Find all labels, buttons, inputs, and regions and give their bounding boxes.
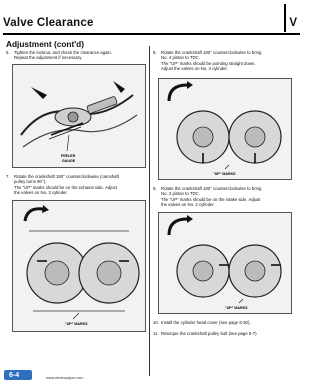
step-number: 10. (153, 320, 159, 325)
step-text (14, 50, 112, 61)
section-title: Adjustment (cont'd) (6, 39, 85, 49)
step-number: 6. (6, 50, 10, 55)
rocker-arm-illustration (13, 65, 145, 167)
step-line: Tighten the locknut, and check the clearance again. (14, 50, 113, 55)
step-line: No. 2 piston to TDC. (161, 191, 200, 197)
step-text (161, 320, 251, 325)
cam-pulleys-illustration (13, 201, 145, 331)
cam-pulleys-illustration (159, 213, 291, 313)
step-line: Install the cylinder head cover (see page 6-30). (161, 320, 251, 325)
up-marks-label: "UP" MARKS (213, 172, 236, 176)
next-section-letter: V (289, 17, 297, 29)
feeler-label-line1: FEELER (61, 154, 76, 158)
step-number: 7. (6, 174, 10, 179)
step-line: Retorque the crankshaft pulley bolt (see page 6-7). (161, 331, 258, 336)
page-header (0, 0, 300, 40)
step-line: the valves on No. 3 cylinder. (14, 190, 68, 196)
corner-tick-mark (284, 4, 286, 32)
site-watermark: www.emanualpro.com (46, 376, 84, 380)
step-text (14, 174, 119, 196)
up-marks-label: "UP" MARKS (225, 306, 248, 310)
step-line: pulley turns 90°). (14, 179, 47, 185)
cam-pulley-figure-step9 (158, 212, 292, 314)
step-number: 11. (153, 331, 159, 336)
column-divider (149, 46, 150, 376)
step-number: 9. (153, 186, 157, 191)
feeler-label-line2: GAUGE (62, 159, 76, 163)
up-marks-label: "UP" MARKS (65, 322, 88, 326)
header-rule (3, 33, 300, 35)
cam-pulley-figure-step7 (12, 200, 146, 332)
page-title: Valve Clearance (3, 17, 94, 29)
step-line: The "UP" marks should be on the intake side. Adjust (161, 196, 261, 202)
step-text (161, 331, 258, 336)
cam-pulley-figure-step8 (158, 78, 292, 180)
step-line: Rotate the crankshaft 180° counterclockwise (camshaft (14, 174, 119, 179)
step-line: the valves on No. 2 cylinder. (161, 202, 215, 208)
step-line: Adjust the valves on No. 4 cylinder. (161, 66, 228, 72)
step-number: 8. (153, 50, 157, 55)
page-number: 6-4 (9, 372, 20, 379)
step-line: Repeat the adjustment if necessary. (14, 55, 83, 61)
cam-pulleys-illustration (159, 79, 291, 179)
step-line: Rotate the crankshaft 180° counterclockwise to bring (161, 186, 262, 191)
step-text (161, 50, 261, 72)
step-line: The "UP" marks should be on the exhaust side. Adjust (14, 184, 117, 190)
step-line: No. 4 piston to TDC. (161, 55, 200, 61)
step-text (161, 186, 261, 208)
feeler-gauge-figure (12, 64, 146, 168)
step-line: The "UP" marks should be pointing straight down. (161, 60, 256, 66)
step-line: Rotate the crankshaft 180° counterclockwise to bring (161, 50, 262, 55)
